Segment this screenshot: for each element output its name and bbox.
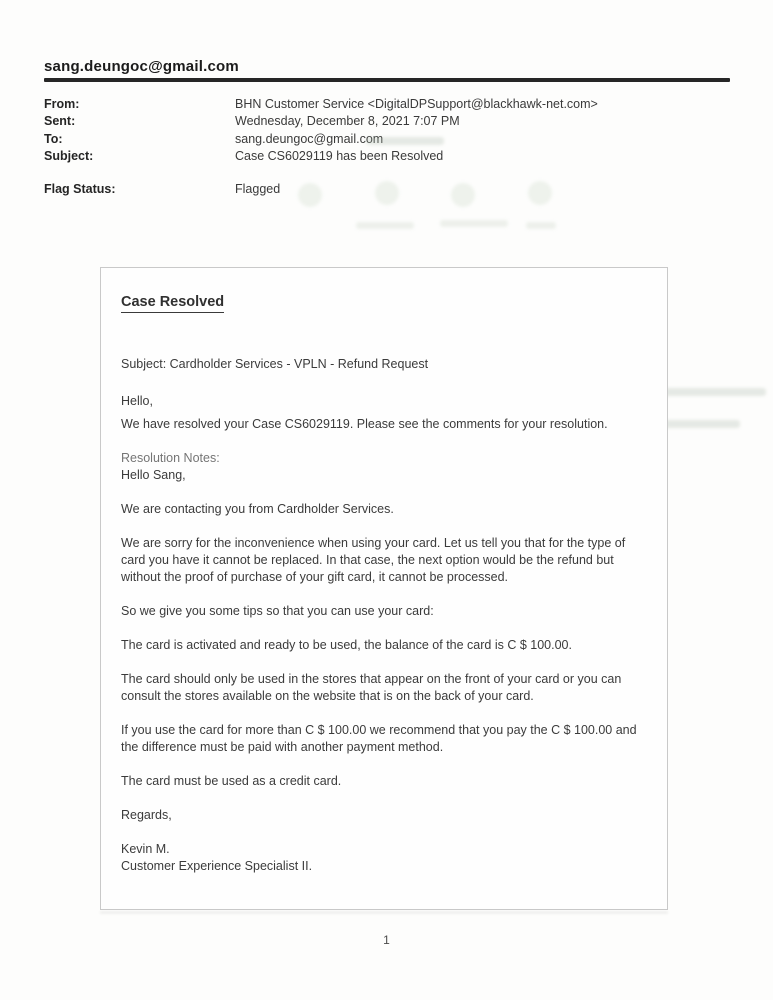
scan-shadow-artifact [100,911,668,914]
resolution-notes-label: Resolution Notes: [121,451,220,465]
sent-label: Sent: [44,114,76,129]
scan-bleed-artifact [440,220,508,227]
subject-value: Case CS6029119 has been Resolved [235,148,444,163]
message-intro: We have resolved your Case CS6029119. Please see the comments for your resolution. [121,417,608,431]
paragraph-contacting: We are contacting you from Cardholder Services. [121,502,394,516]
email-meta [44,96,730,165]
signature-title: Customer Experience Specialist II. [121,859,313,873]
paragraph-balance: The card is activated and ready to be used, the balance of the card is C $ 100.00. [121,638,572,652]
paragraph-apology: We are sorry for the inconvenience when using your card. Let us tell you that for the type of card you have it cannot be replaced. In that case, the next option would be the refund but without the proof of purchase of your gift card, it cannot be processed. [121,536,626,584]
from-value: BHN Customer Service <DigitalDPSupport@blackhawk-net.com> [235,97,598,111]
account-header [44,58,730,82]
message-salutation: Hello Sang, [121,468,186,482]
paragraph-tips-intro: So we give you some tips so that you can use your card: [121,604,434,618]
meta-row-subject [44,148,730,165]
meta-row-from [44,96,730,113]
meta-row-to [44,131,730,148]
to-value: sang.deungoc@gmail.com [235,131,384,146]
case-resolved-heading: Case Resolved [121,294,224,313]
signature-name: Kevin M. [121,842,170,856]
message-closing: Regards, [121,808,172,822]
meta-row-sent [44,113,730,130]
meta-row-flag-status [44,181,730,198]
message-body-box [100,267,668,910]
paragraph-stores: The card should only be used in the stores that appear on the front of your card or you can consult the stores available on the website that is on the back of your card. [121,672,622,703]
subject-label: Subject: [44,148,94,163]
message-subject-line: Subject: Cardholder Services - VPLN - Refund Request [121,357,429,371]
paragraph-credit-card: The card must be used as a credit card. [121,774,342,788]
paragraph-overlimit: If you use the card for more than C $ 100.00 we recommend that you pay the C $ 100.00 and the difference must be paid with another payment method. [121,723,637,754]
flag-status-label: Flag Status: [44,182,116,196]
scan-bleed-artifact [526,222,556,229]
scan-bleed-artifact [356,222,414,229]
flag-status-value: Flagged [235,182,281,196]
message-greeting: Hello, [121,394,153,408]
header-divider [44,78,730,82]
to-label: To: [44,131,63,146]
page-number: 1 [383,933,390,947]
account-email: sang.deungoc@gmail.com [44,58,239,75]
sent-value: Wednesday, December 8, 2021 7:07 PM [235,114,460,129]
from-label: From: [44,97,80,111]
